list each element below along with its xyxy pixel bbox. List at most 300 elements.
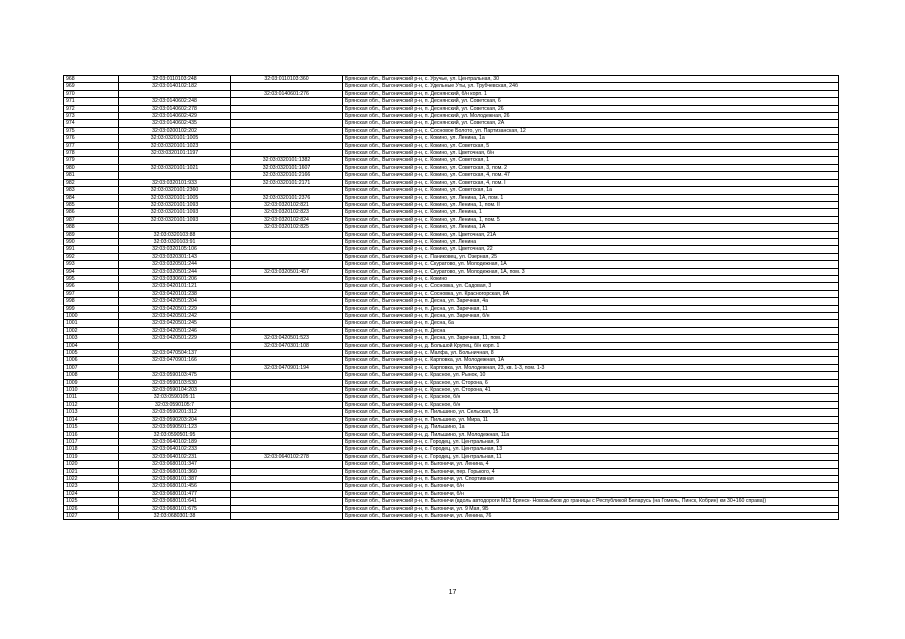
cadastral-number-object-cell	[231, 416, 343, 423]
table-row	[64, 187, 839, 194]
table-row	[64, 483, 839, 490]
cadastral-number-object-cell	[231, 305, 343, 312]
registry-table	[63, 75, 839, 520]
cadastral-number-object-cell	[231, 379, 343, 386]
cadastral-number-object-cell	[231, 468, 343, 475]
address-cell: Брянская обл., Выгоничский р-н, с. Красное, б/н	[343, 394, 839, 401]
cadastral-number-parcel-cell: 32:03:0140602:248	[119, 98, 231, 105]
table-row	[64, 290, 839, 297]
cadastral-number-object-cell	[231, 483, 343, 490]
cadastral-number-object-cell	[231, 113, 343, 120]
table-row	[64, 179, 839, 186]
row-number-cell: 971	[64, 98, 119, 105]
address-cell: Брянская обл., Выгоничский р-н, п. Десна, ул. Заречная, б/н	[343, 313, 839, 320]
cadastral-number-parcel-cell: 32:03:0420501:246	[119, 327, 231, 334]
row-number-cell: 996	[64, 283, 119, 290]
address-cell: Брянская обл., Выгоничский р-н, с. Кокино	[343, 275, 839, 282]
cadastral-number-parcel-cell: 32:03:0320105:106	[119, 246, 231, 253]
cadastral-number-parcel-cell: 32:03:0470901:166	[119, 357, 231, 364]
table-row	[64, 157, 839, 164]
table-row	[64, 90, 839, 97]
cadastral-number-parcel-cell: 32:03:0680101:641	[119, 498, 231, 505]
row-number-cell: 1017	[64, 438, 119, 445]
table-row	[64, 372, 839, 379]
cadastral-number-object-cell	[231, 446, 343, 453]
cadastral-number-parcel-cell: 32:03:0320101:1093	[119, 216, 231, 223]
cadastral-number-object-cell	[231, 409, 343, 416]
cadastral-number-object-cell: 32:03:0470901:194	[231, 364, 343, 371]
address-cell: Брянская обл., Выгоничский р-н, п. Пильшино, ул. Сельская, 15	[343, 409, 839, 416]
row-number-cell: 979	[64, 157, 119, 164]
cadastral-number-object-cell	[231, 283, 343, 290]
table-row	[64, 268, 839, 275]
cadastral-number-parcel-cell	[119, 364, 231, 371]
address-cell: Брянская обл., Выгоничский р-н, п. Деснянский, ул. Советская, 6	[343, 98, 839, 105]
address-cell: Брянская обл., Выгоничский р-н, п. Деснянский, ул. Советская, 26	[343, 105, 839, 112]
cadastral-number-parcel-cell: 32:03:0320101:1093	[119, 209, 231, 216]
row-number-cell: 977	[64, 142, 119, 149]
cadastral-number-object-cell	[231, 127, 343, 134]
cadastral-number-object-cell	[231, 142, 343, 149]
cadastral-number-parcel-cell: 32:03:0140102:182	[119, 83, 231, 90]
cadastral-number-parcel-cell: 32:03:0590103:475	[119, 372, 231, 379]
cadastral-number-object-cell: 32:03:0470301:108	[231, 342, 343, 349]
table-row	[64, 416, 839, 423]
page-number: 17	[448, 589, 457, 596]
cadastral-number-object-cell	[231, 424, 343, 431]
cadastral-number-parcel-cell: 32:03:0140602:429	[119, 113, 231, 120]
address-cell: Брянская обл., Выгоничский р-н, с. Сосновое Болото, ул. Партизанская, 12	[343, 127, 839, 134]
address-cell: Брянская обл., Выгоничский р-н, п. Выгоничи, б/н	[343, 490, 839, 497]
table-row	[64, 461, 839, 468]
table-row	[64, 164, 839, 171]
table-row	[64, 238, 839, 245]
row-number-cell: 1001	[64, 320, 119, 327]
table-row	[64, 216, 839, 223]
cadastral-number-object-cell: 32:03:0320101:2166	[231, 172, 343, 179]
cadastral-number-parcel-cell: 32:03:0420101:121	[119, 283, 231, 290]
cadastral-number-parcel-cell: 32:03:0640102:189	[119, 438, 231, 445]
cadastral-number-object-cell	[231, 387, 343, 394]
cadastral-number-object-cell	[231, 372, 343, 379]
cadastral-number-parcel-cell: 32:03:0590105:11	[119, 394, 231, 401]
row-number-cell: 1025	[64, 498, 119, 505]
table-row	[64, 209, 839, 216]
table-row	[64, 224, 839, 231]
row-number-cell: 1022	[64, 475, 119, 482]
cadastral-number-object-cell: 32:03:0640102:278	[231, 453, 343, 460]
cadastral-number-parcel-cell: 32:03:0590501:95	[119, 431, 231, 438]
table-row	[64, 305, 839, 312]
row-number-cell: 989	[64, 231, 119, 238]
cadastral-number-parcel-cell: 32:03:0320101:2360	[119, 187, 231, 194]
address-cell: Брянская обл., Выгоничский р-н, с. Паниковец, ул. Озерная, 25	[343, 253, 839, 260]
row-number-cell: 990	[64, 238, 119, 245]
cadastral-number-object-cell	[231, 394, 343, 401]
cadastral-number-parcel-cell: 32:03:0320103:91	[119, 238, 231, 245]
cadastral-number-parcel-cell: 32:03:0420101:238	[119, 290, 231, 297]
cadastral-number-parcel-cell: 32:03:0590105:7	[119, 401, 231, 408]
cadastral-number-parcel-cell: 32:03:0680101:456	[119, 483, 231, 490]
table-row	[64, 76, 839, 83]
row-number-cell: 1006	[64, 357, 119, 364]
address-cell: Брянская обл., Выгоничский р-н, с. Скуратово, ул. Молодежная, 1А	[343, 261, 839, 268]
cadastral-number-parcel-cell: 32:03:0590104:203	[119, 387, 231, 394]
cadastral-number-object-cell: 32:03:0320102:825	[231, 224, 343, 231]
row-number-cell: 974	[64, 120, 119, 127]
address-cell: Брянская обл., Выгоничский р-н, п. Выгоничи, пер. Горького, 4	[343, 468, 839, 475]
cadastral-number-parcel-cell: 32:03:0320101:1005	[119, 194, 231, 201]
table-row	[64, 453, 839, 460]
table-row	[64, 142, 839, 149]
cadastral-number-object-cell	[231, 298, 343, 305]
address-cell: Брянская обл., Выгоничский р-н, с. Красное, б/н	[343, 401, 839, 408]
address-cell: Брянская обл., Выгоничский р-н, с. Кокино, ул. Советская, 5	[343, 142, 839, 149]
address-cell: Брянская обл., Выгоничский р-н, с. Карповка, ул. Молодежная, 1А	[343, 357, 839, 364]
row-number-cell: 969	[64, 83, 119, 90]
row-number-cell: 1008	[64, 372, 119, 379]
cadastral-number-parcel-cell: 32:03:0320103:88	[119, 231, 231, 238]
row-number-cell: 968	[64, 76, 119, 83]
cadastral-number-parcel-cell	[119, 224, 231, 231]
cadastral-number-object-cell	[231, 512, 343, 519]
cadastral-number-object-cell	[231, 246, 343, 253]
table-row	[64, 253, 839, 260]
address-cell: Брянская обл., Выгоничский р-н, п. Выгоничи, ул. 9 Мая, 9Б	[343, 505, 839, 512]
row-number-cell: 1010	[64, 387, 119, 394]
table-row	[64, 150, 839, 157]
registry-table-body	[64, 76, 839, 520]
row-number-cell: 1023	[64, 483, 119, 490]
cadastral-number-parcel-cell: 32:03:0140602:278	[119, 105, 231, 112]
cadastral-number-object-cell	[231, 120, 343, 127]
table-row	[64, 498, 839, 505]
address-cell: Брянская обл., Выгоничский р-н, с. Городец, ул. Центральная, 9	[343, 438, 839, 445]
cadastral-number-parcel-cell: 32:03:0140602:435	[119, 120, 231, 127]
address-cell: Брянская обл., Выгоничский р-н, с. Кокино, ул. Советская, 1	[343, 157, 839, 164]
row-number-cell: 999	[64, 305, 119, 312]
table-row	[64, 438, 839, 445]
table-row	[64, 231, 839, 238]
table-row	[64, 394, 839, 401]
row-number-cell: 1002	[64, 327, 119, 334]
cadastral-number-object-cell	[231, 290, 343, 297]
cadastral-number-object-cell	[231, 461, 343, 468]
cadastral-number-object-cell	[231, 238, 343, 245]
address-cell: Брянская обл., Выгоничский р-н, п. Деснянский, ул. Советская, 2А	[343, 120, 839, 127]
address-cell: Брянская обл., Выгоничский р-н, д. Пильшино, ул. Молодежная, 11а	[343, 431, 839, 438]
row-number-cell: 978	[64, 150, 119, 157]
row-number-cell: 1024	[64, 490, 119, 497]
table-row	[64, 320, 839, 327]
row-number-cell: 1013	[64, 409, 119, 416]
cadastral-number-object-cell	[231, 135, 343, 142]
row-number-cell: 993	[64, 261, 119, 268]
address-cell: Брянская обл., Выгоничский р-н, с. Уручье, ул. Центральная, 30	[343, 76, 839, 83]
cadastral-number-parcel-cell: 32:03:0640102:233	[119, 446, 231, 453]
table-row	[64, 379, 839, 386]
row-number-cell: 998	[64, 298, 119, 305]
cadastral-number-object-cell	[231, 431, 343, 438]
row-number-cell: 1014	[64, 416, 119, 423]
address-cell: Брянская обл., Выгоничский р-н, п. Десна, 6а	[343, 320, 839, 327]
row-number-cell: 984	[64, 194, 119, 201]
cadastral-number-object-cell	[231, 490, 343, 497]
cadastral-number-parcel-cell: 32:03:0680101:675	[119, 505, 231, 512]
cadastral-number-parcel-cell: 32:03:0680101:360	[119, 468, 231, 475]
cadastral-number-parcel-cell: 32:03:0330601:206	[119, 275, 231, 282]
cadastral-number-object-cell	[231, 357, 343, 364]
table-row	[64, 135, 839, 142]
table-row	[64, 172, 839, 179]
cadastral-number-parcel-cell: 32:03:0590501:123	[119, 424, 231, 431]
row-number-cell: 986	[64, 209, 119, 216]
cadastral-number-parcel-cell: 32:03:0470504:137	[119, 350, 231, 357]
address-cell: Брянская обл., Выгоничский р-н, с. Скуратово, ул. Молодежная, 1А, пом. 3	[343, 268, 839, 275]
address-cell: Брянская обл., Выгоничский р-н, с. Кокино, ул. Ленина, 1а	[343, 135, 839, 142]
cadastral-number-object-cell	[231, 275, 343, 282]
address-cell: Брянская обл., Выгоничский р-н, с. Кокино, ул. Советская, 4, пом. 47	[343, 172, 839, 179]
row-number-cell: 1015	[64, 424, 119, 431]
address-cell: Брянская обл., Выгоничский р-н, п. Выгоничи, ул. Ленина, 76	[343, 512, 839, 519]
row-number-cell: 980	[64, 164, 119, 171]
row-number-cell: 1000	[64, 313, 119, 320]
table-row	[64, 283, 839, 290]
table-row	[64, 409, 839, 416]
table-row	[64, 246, 839, 253]
cadastral-number-object-cell: 32:03:0320102:823	[231, 209, 343, 216]
cadastral-number-object-cell: 32:03:0320102:821	[231, 201, 343, 208]
table-row	[64, 201, 839, 208]
row-number-cell: 1012	[64, 401, 119, 408]
cadastral-number-parcel-cell: 32:03:0420501:245	[119, 320, 231, 327]
cadastral-number-parcel-cell: 32:03:0320301:143	[119, 253, 231, 260]
address-cell: Брянская обл., Выгоничский р-н, п. Десна	[343, 327, 839, 334]
row-number-cell: 991	[64, 246, 119, 253]
address-cell: Брянская обл., Выгоничский р-н, п. Пильшино, ул. Мира, 11	[343, 416, 839, 423]
address-cell: Брянская обл., Выгоничский р-н, с. Кокино, ул. Ленина	[343, 238, 839, 245]
table-row	[64, 342, 839, 349]
row-number-cell: 1020	[64, 461, 119, 468]
row-number-cell: 985	[64, 201, 119, 208]
table-row	[64, 468, 839, 475]
row-number-cell: 1007	[64, 364, 119, 371]
row-number-cell: 1026	[64, 505, 119, 512]
row-number-cell: 995	[64, 275, 119, 282]
cadastral-number-object-cell: 32:03:0320501:457	[231, 268, 343, 275]
address-cell: Брянская обл., Выгоничский р-н, с. Кокино, ул. Ленина, 1	[343, 209, 839, 216]
cadastral-number-object-cell	[231, 231, 343, 238]
address-cell: Брянская обл., Выгоничский р-н, с. Городец, ул. Центральная, 11	[343, 453, 839, 460]
address-cell: Брянская обл., Выгоничский р-н, с. Кокино, ул. Цветочная, 22	[343, 246, 839, 253]
row-number-cell: 982	[64, 179, 119, 186]
cadastral-number-object-cell	[231, 498, 343, 505]
table-row	[64, 327, 839, 334]
cadastral-number-parcel-cell	[119, 172, 231, 179]
address-cell: Брянская обл., Выгоничский р-н, с. Сосновка, ул. Красногорская, 8А	[343, 290, 839, 297]
row-number-cell: 981	[64, 172, 119, 179]
row-number-cell: 975	[64, 127, 119, 134]
cadastral-number-object-cell: 32:03:0420501:523	[231, 335, 343, 342]
address-cell: Брянская обл., Выгоничский р-н, с. Кокино, ул. Ленина, 1, пом. II	[343, 201, 839, 208]
address-cell: Брянская обл., Выгоничский р-н, п. Десна, ул. Заречная, 4а	[343, 298, 839, 305]
address-cell: Брянская обл., Выгоничский р-н, с. Сосновка, ул. Садовая, 3	[343, 283, 839, 290]
table-row	[64, 105, 839, 112]
table-row	[64, 387, 839, 394]
cadastral-number-parcel-cell: 32:03:0420501:229	[119, 335, 231, 342]
address-cell: Брянская обл., Выгоничский р-н, п. Деснянский, ул. Молодежная, 26	[343, 113, 839, 120]
row-number-cell: 972	[64, 105, 119, 112]
table-row	[64, 127, 839, 134]
table-row	[64, 446, 839, 453]
address-cell: Брянская обл., Выгоничский р-н, с. Кокино, ул. Ленина, 1А, пом. 1	[343, 194, 839, 201]
address-cell: Брянская обл., Выгоничский р-н, с. Кокино, ул. Ленина, 1А	[343, 224, 839, 231]
address-cell: Брянская обл., Выгоничский р-н, с. Кокино, ул. Ленина, 1, пом. 5	[343, 216, 839, 223]
row-number-cell: 1003	[64, 335, 119, 342]
row-number-cell: 992	[64, 253, 119, 260]
cadastral-number-parcel-cell: 32:03:0420501:242	[119, 313, 231, 320]
cadastral-number-object-cell	[231, 475, 343, 482]
table-row	[64, 350, 839, 357]
address-cell: Брянская обл., Выгоничский р-н, с. Малфа, ул. Больничная, 8	[343, 350, 839, 357]
cadastral-number-object-cell: 32:03:0110103:360	[231, 76, 343, 83]
cadastral-number-parcel-cell: 32:03:0640102:231	[119, 453, 231, 460]
cadastral-number-object-cell: 32:03:0320101:1607	[231, 164, 343, 171]
address-cell: Брянская обл., Выгоничский р-н, с. Красное, ул. Сторона, 41	[343, 387, 839, 394]
cadastral-number-parcel-cell: 32:03:0320101:1021	[119, 164, 231, 171]
table-row	[64, 194, 839, 201]
table-row	[64, 431, 839, 438]
cadastral-number-parcel-cell: 32:03:0320101:1005	[119, 135, 231, 142]
cadastral-number-parcel-cell: 32:03:0320101:1023	[119, 142, 231, 149]
cadastral-number-object-cell: 32:03:0320101:1382	[231, 157, 343, 164]
row-number-cell: 987	[64, 216, 119, 223]
row-number-cell: 1004	[64, 342, 119, 349]
address-cell: Брянская обл., Выгоничский р-н, п. Десна, ул. Заречная, 11	[343, 305, 839, 312]
table-row	[64, 357, 839, 364]
cadastral-number-object-cell	[231, 505, 343, 512]
address-cell: Брянская обл., Выгоничский р-н, п. Выгоничи, ул. Ленина, 4	[343, 461, 839, 468]
row-number-cell: 983	[64, 187, 119, 194]
cadastral-number-parcel-cell: 32:03:0320101:1197	[119, 150, 231, 157]
address-cell: Брянская обл., Выгоничский р-н, с. Карповка, ул. Молодежная, 23, кв. 1-3, пом. 1-3	[343, 364, 839, 371]
address-cell: Брянская обл., Выгоничский р-н, с. Городец, ул. Центральная, 13	[343, 446, 839, 453]
cadastral-number-parcel-cell: 32:03:0590103:530	[119, 379, 231, 386]
cadastral-number-parcel-cell: 32:03:0680101:347	[119, 461, 231, 468]
cadastral-number-parcel-cell: 32:03:0320501:244	[119, 261, 231, 268]
row-number-cell: 994	[64, 268, 119, 275]
cadastral-number-parcel-cell: 32:03:0590201:312	[119, 409, 231, 416]
row-number-cell: 988	[64, 224, 119, 231]
table-row	[64, 298, 839, 305]
cadastral-number-parcel-cell: 32:03:0420501:204	[119, 298, 231, 305]
table-row	[64, 490, 839, 497]
cadastral-number-object-cell	[231, 98, 343, 105]
table-row	[64, 113, 839, 120]
cadastral-number-object-cell	[231, 320, 343, 327]
row-number-cell: 1019	[64, 453, 119, 460]
address-cell: Брянская обл., Выгоничский р-н, с. Кокино, ул. Советская, 3, пом. 2	[343, 164, 839, 171]
address-cell: Брянская обл., Выгоничский р-н, п. Десна, ул. Заречная, 11, пом. 2	[343, 335, 839, 342]
cadastral-number-object-cell	[231, 327, 343, 334]
address-cell: Брянская обл., Выгоничский р-н, с. Кокино, ул. Цветочная, 21А	[343, 231, 839, 238]
cadastral-number-object-cell: 32:03:0320101:2171	[231, 179, 343, 186]
row-number-cell: 997	[64, 290, 119, 297]
cadastral-number-object-cell: 32:03:0320102:824	[231, 216, 343, 223]
cadastral-number-object-cell	[231, 150, 343, 157]
cadastral-number-object-cell: 32:03:0140601:276	[231, 90, 343, 97]
address-cell: Брянская обл., Выгоничский р-н, с. Красное, ул. Сторона, 6	[343, 379, 839, 386]
cadastral-number-object-cell	[231, 105, 343, 112]
cadastral-number-object-cell	[231, 261, 343, 268]
cadastral-number-parcel-cell: 32:03:0680101:387	[119, 475, 231, 482]
cadastral-number-parcel-cell: 32:03:0110103:248	[119, 76, 231, 83]
table-row	[64, 335, 839, 342]
row-number-cell: 973	[64, 113, 119, 120]
cadastral-number-object-cell: 32:03:0320101:2376	[231, 194, 343, 201]
address-cell: Брянская обл., Выгоничский р-н, п. Выгоничи (вдоль автодороги М13 Брянск- Новозыбков до границы с Республикой Беларусь (на Гомель, Пинск, Кобрин) км 30+160 справа))	[343, 498, 839, 505]
address-cell: Брянская обл., Выгоничский р-н, д. Большой Крупец, б/н корп. 1	[343, 342, 839, 349]
table-row	[64, 401, 839, 408]
cadastral-number-object-cell	[231, 350, 343, 357]
table-row	[64, 512, 839, 519]
row-number-cell: 1009	[64, 379, 119, 386]
address-cell: Брянская обл., Выгоничский р-н, с. Кокино, ул. Советская, 1а	[343, 187, 839, 194]
address-cell: Брянская обл., Выгоничский р-н, п. Выгоничи, ул. Спортивная	[343, 475, 839, 482]
row-number-cell: 1016	[64, 431, 119, 438]
table-row	[64, 261, 839, 268]
cadastral-number-parcel-cell: 32:03:0200102:202	[119, 127, 231, 134]
row-number-cell: 1005	[64, 350, 119, 357]
cadastral-number-parcel-cell: 32:03:0320501:244	[119, 268, 231, 275]
address-cell: Брянская обл., Выгоничский р-н, с. Кокино, ул. Советская, 4, пом. I	[343, 179, 839, 186]
address-cell: Брянская обл., Выгоничский р-н, д. Пильшино, 1а	[343, 424, 839, 431]
cadastral-number-object-cell	[231, 313, 343, 320]
cadastral-number-parcel-cell: 32:03:0680301:38	[119, 512, 231, 519]
table-row	[64, 98, 839, 105]
row-number-cell: 1018	[64, 446, 119, 453]
table-row	[64, 120, 839, 127]
address-cell: Брянская обл., Выгоничский р-н, с. Кокино, ул. Цветочная, б/н	[343, 150, 839, 157]
table-row	[64, 275, 839, 282]
cadastral-number-object-cell	[231, 187, 343, 194]
table-row	[64, 424, 839, 431]
cadastral-number-object-cell	[231, 438, 343, 445]
cadastral-number-parcel-cell: 32:03:0680101:477	[119, 490, 231, 497]
table-row	[64, 505, 839, 512]
cadastral-number-parcel-cell	[119, 342, 231, 349]
cadastral-number-parcel-cell: 32:03:0320101:933	[119, 179, 231, 186]
cadastral-number-parcel-cell: 32:03:0590203:204	[119, 416, 231, 423]
table-row	[64, 364, 839, 371]
address-cell: Брянская обл., Выгоничский р-н, п. Выгоничи, б/н	[343, 483, 839, 490]
table-row	[64, 313, 839, 320]
cadastral-number-parcel-cell	[119, 157, 231, 164]
cadastral-number-object-cell	[231, 401, 343, 408]
row-number-cell: 1011	[64, 394, 119, 401]
address-cell: Брянская обл., Выгоничский р-н, п. Деснянский, б/н корп. 1	[343, 90, 839, 97]
row-number-cell: 1027	[64, 512, 119, 519]
row-number-cell: 976	[64, 135, 119, 142]
table-row	[64, 83, 839, 90]
address-cell: Брянская обл., Выгоничский р-н, с. Удельные Уты, ул. Трубчевская, 24б	[343, 83, 839, 90]
table-row	[64, 475, 839, 482]
cadastral-number-object-cell	[231, 253, 343, 260]
cadastral-number-parcel-cell: 32:03:0320101:1093	[119, 201, 231, 208]
cadastral-number-parcel-cell: 32:03:0420501:229	[119, 305, 231, 312]
cadastral-number-parcel-cell	[119, 90, 231, 97]
cadastral-number-object-cell	[231, 83, 343, 90]
